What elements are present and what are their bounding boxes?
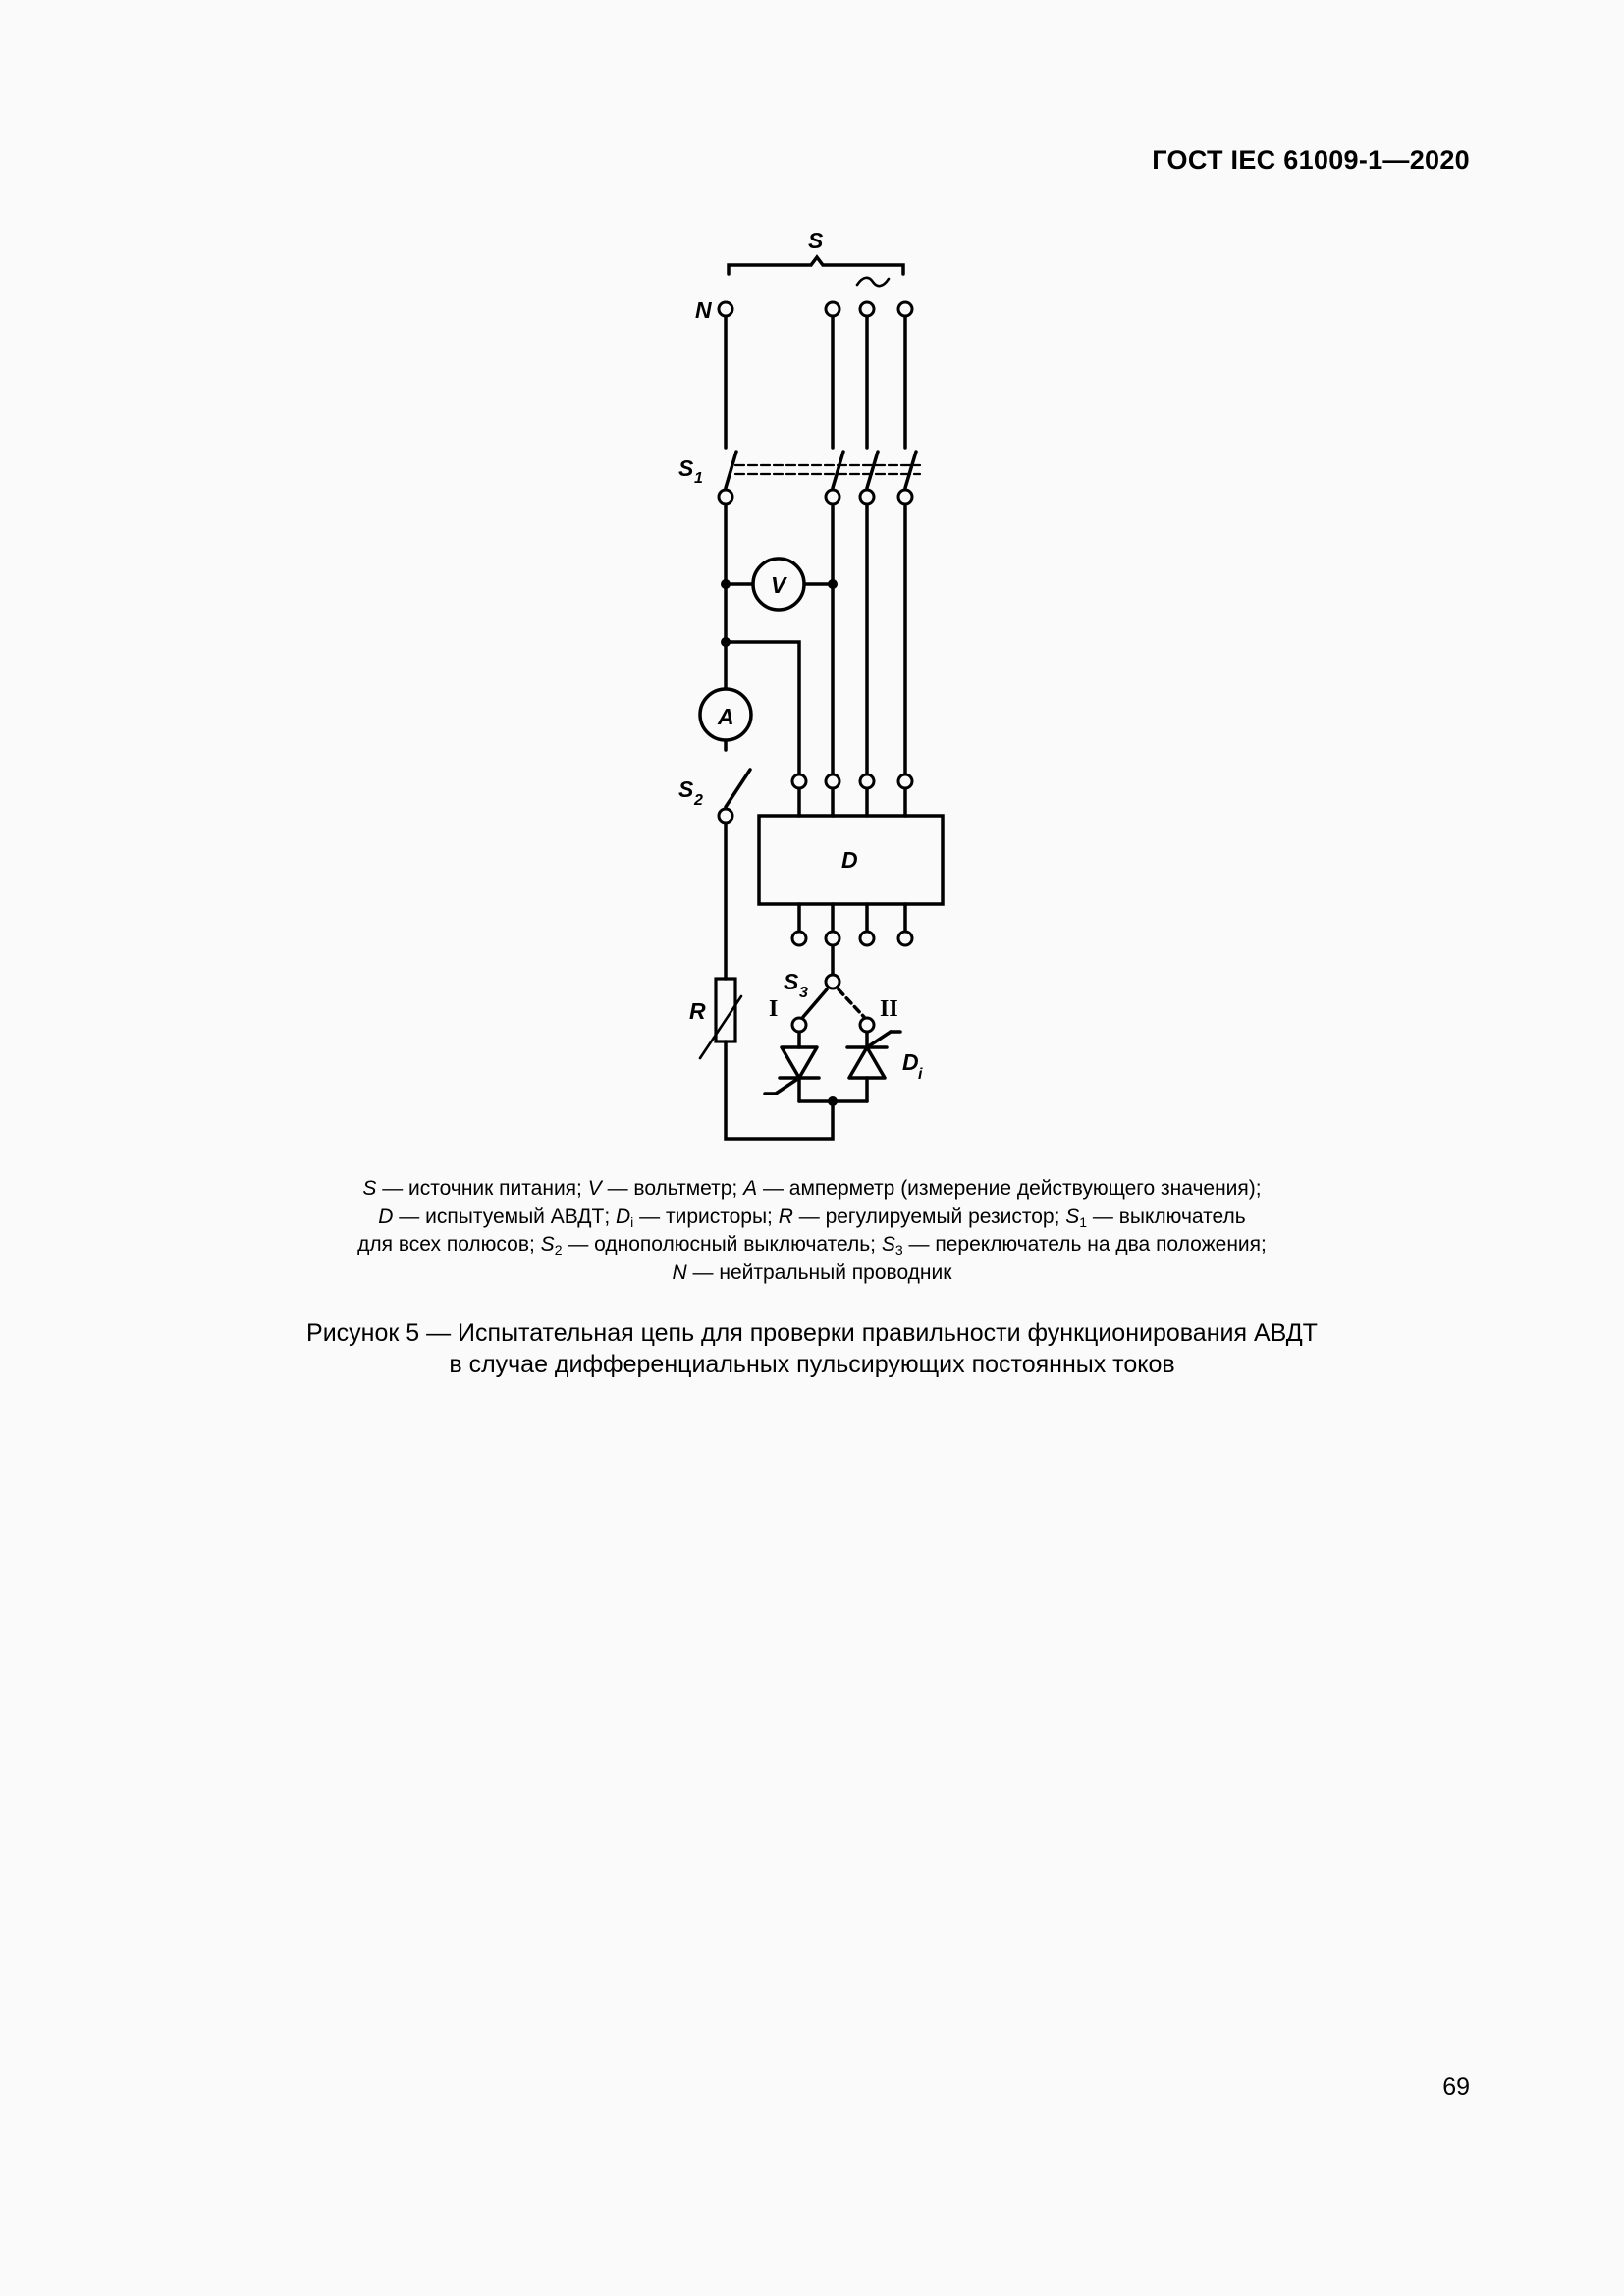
page-number: 69: [1442, 2073, 1470, 2101]
position-ii-label: II: [880, 996, 898, 1022]
ammeter-label: A: [718, 704, 734, 729]
s3-label: S: [784, 969, 799, 994]
s1-label: S: [678, 455, 694, 481]
ac-label: ~: [854, 291, 855, 292]
legend-symbol: V: [587, 1177, 602, 1200]
legend-line: для всех полюсов; $S_2$ — однополюсный выключатель; $S_3$ — переключатель на два положения;: [357, 1233, 1267, 1257]
thyristor-i-icon: [782, 1047, 817, 1078]
caption-line-2: в случае дифференциальных пульсирующих постоянных токов: [449, 1351, 1175, 1378]
neutral-label: N: [695, 297, 712, 323]
s2-label-sub: 2: [694, 792, 703, 809]
legend-line: N — нейтральный проводник: [672, 1260, 952, 1284]
voltmeter-label: V: [771, 572, 786, 598]
legend-symbol-subscript: 1: [1079, 1213, 1088, 1230]
legend-symbol: S: [540, 1233, 555, 1255]
legend-symbol-subscript: 3: [894, 1242, 903, 1257]
source-label: S: [808, 228, 824, 253]
s3-label-sub: 3: [799, 985, 808, 1001]
figure-caption: [245, 1317, 1379, 1380]
thyristor-ii-icon: [849, 1047, 885, 1078]
legend-line: S — источник питания; V — вольтметр; A — амперметр (измерение действующего значения);: [362, 1177, 1262, 1200]
legend-symbol: N: [672, 1260, 687, 1284]
legend-symbol: S: [362, 1177, 377, 1200]
legend-symbol: A: [743, 1177, 758, 1200]
legend-symbol: D: [616, 1204, 631, 1228]
thyristor-label: D: [902, 1049, 919, 1075]
source-brace: [729, 257, 903, 274]
legend-line: D — испытуемый АВДТ; $D_i$ — тиристоры; R — регулируемый резистор; $S_1$ — выключатель: [378, 1204, 1246, 1230]
device-label: D: [841, 847, 858, 873]
legend-symbol: R: [778, 1204, 793, 1228]
legend-symbol: D: [378, 1204, 394, 1228]
legend-symbol-subscript: i: [630, 1213, 634, 1230]
legend-symbol: S: [881, 1233, 895, 1255]
s2-label: S: [678, 776, 694, 802]
ac-tilde-icon: [857, 278, 889, 286]
legend-symbol-subscript: 2: [554, 1242, 563, 1257]
caption-line-1: Рисунок 5 — Испытательная цепь для проверки правильности функционирования АВДТ: [306, 1319, 1318, 1347]
thyristor-label-sub: i: [918, 1066, 923, 1083]
resistor-label: R: [689, 998, 706, 1024]
legend-symbol: S: [1065, 1204, 1080, 1228]
document-header: ГОСТ IEC 61009-1—2020: [1152, 145, 1470, 175]
s1-label-sub: 1: [694, 470, 703, 487]
position-i-label: I: [769, 996, 779, 1022]
figure-legend: [295, 1175, 1329, 1287]
